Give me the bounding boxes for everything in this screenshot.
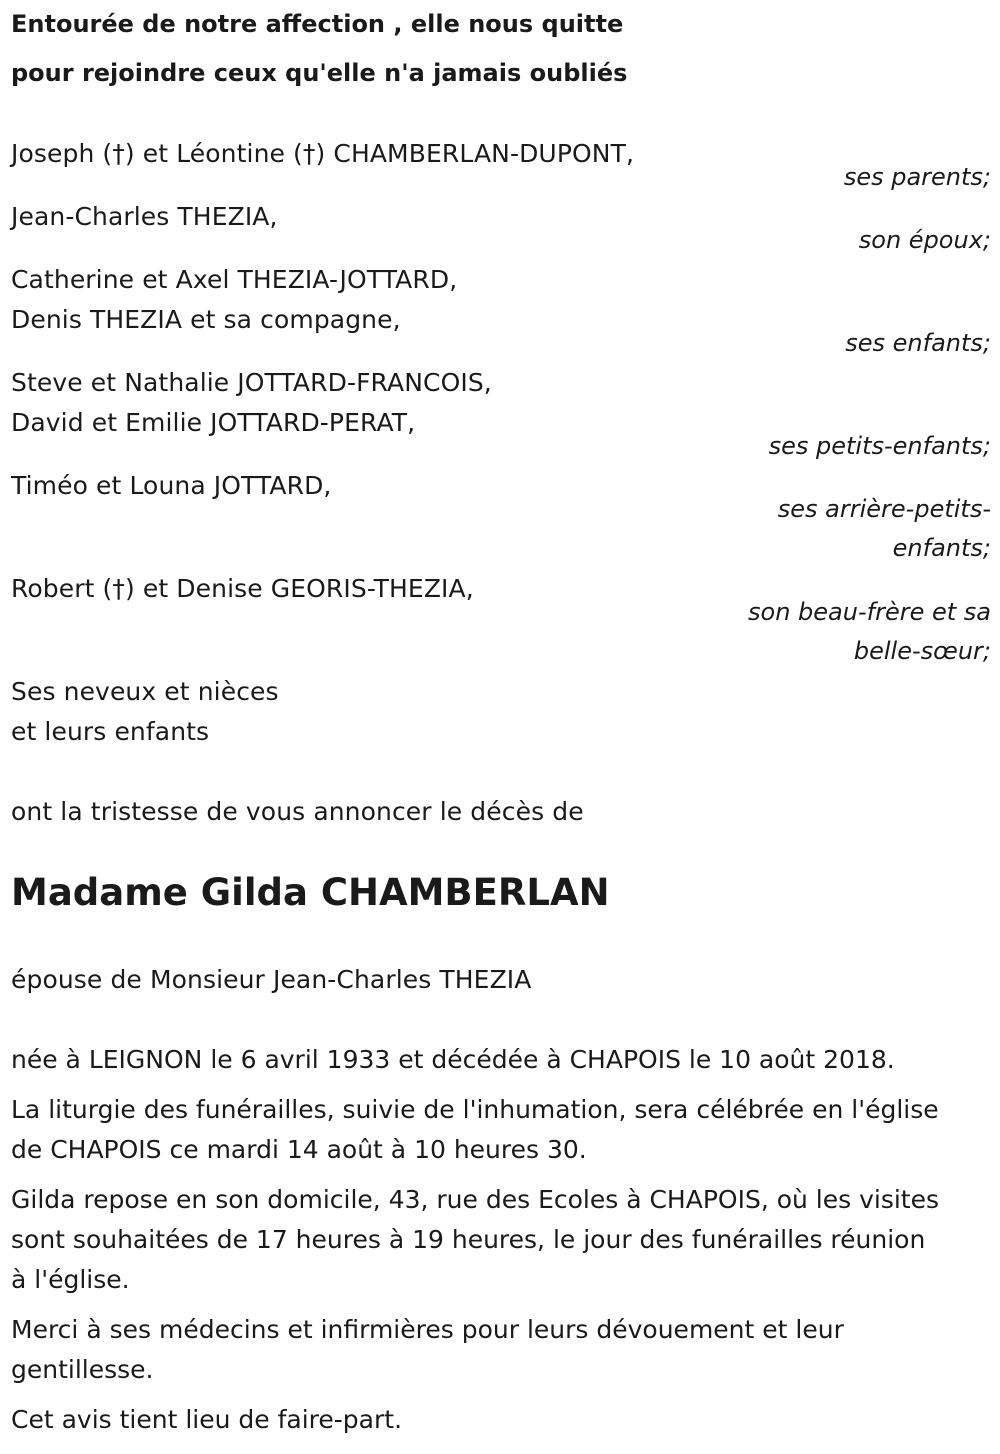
family-names: Denis THEZIA et sa compagne, (11, 305, 401, 334)
detail-paragraph (11, 1310, 991, 1390)
detail-line: de CHAPOIS ce mardi 14 août à 10 heures 30. (11, 1135, 587, 1164)
relation-label: son beau-frère et sa (748, 598, 991, 626)
detail-line: Merci à ses médecins et infirmières pour leurs dévouement et leur (11, 1315, 844, 1344)
family-names: Catherine et Axel THEZIA-JOTTARD, (11, 265, 458, 294)
detail-paragraph (11, 1090, 991, 1170)
family-names: Steve et Nathalie JOTTARD-FRANCOIS, (11, 368, 492, 397)
deceased-name: Madame Gilda CHAMBERLAN (11, 871, 610, 914)
detail-line: sont souhaitées de 17 heures à 19 heures, le jour des funérailles réunion (11, 1225, 926, 1254)
relation-label: ses petits-enfants; (768, 432, 991, 460)
family-group-great-grandchildren (11, 466, 991, 568)
family-group-grandchildren (11, 363, 991, 466)
nephews-block (11, 672, 991, 752)
relation-label: ses arrière-petits- (777, 495, 991, 523)
family-group-spouse (11, 197, 991, 260)
nephews-line: et leurs enfants (11, 717, 210, 746)
relation-label: belle-sœur; (853, 637, 991, 665)
family-group-in-laws (11, 569, 991, 671)
spouse-line: épouse de Monsieur Jean-Charles THEZIA (11, 965, 532, 994)
family-group-children (11, 260, 991, 363)
intro-line: Entourée de notre affection , elle nous quitte (11, 10, 624, 38)
relation-label: son époux; (858, 226, 991, 254)
family-names: Robert (†) et Denise GEORIS-THEZIA, (11, 574, 474, 603)
detail-line: La liturgie des funérailles, suivie de l'inhumation, sera célébrée en l'église (11, 1095, 939, 1124)
intro-line: pour rejoindre ceux qu'elle n'a jamais oubliés (11, 59, 628, 87)
detail-line: Cet avis tient lieu de faire-part. (11, 1405, 403, 1434)
family-group-parents (11, 134, 991, 197)
family-names: Jean-Charles THEZIA, (11, 202, 278, 231)
announcement-text: ont la tristesse de vous annoncer le décès de (11, 797, 584, 826)
detail-line: gentillesse. (11, 1355, 154, 1384)
details-block (11, 1040, 991, 1440)
detail-line: à l'église. (11, 1265, 130, 1294)
detail-paragraph (11, 1180, 991, 1300)
family-names: David et Emilie JOTTARD-PERAT, (11, 408, 416, 437)
detail-line: Gilda repose en son domicile, 43, rue des Ecoles à CHAPOIS, où les visites (11, 1185, 940, 1214)
detail-line: née à LEIGNON le 6 avril 1933 et décédée à CHAPOIS le 10 août 2018. (11, 1045, 895, 1074)
relation-label: ses parents; (843, 163, 991, 191)
relation-label: ses enfants; (845, 329, 991, 357)
detail-paragraph (11, 1400, 991, 1440)
intro-text (11, 0, 991, 98)
detail-paragraph (11, 1040, 991, 1080)
relation-label: enfants; (892, 534, 991, 562)
family-names: Timéo et Louna JOTTARD, (11, 471, 332, 500)
family-names: Joseph (†) et Léontine (†) CHAMBERLAN-DUPONT, (11, 139, 634, 168)
nephews-line: Ses neveux et nièces (11, 677, 279, 706)
